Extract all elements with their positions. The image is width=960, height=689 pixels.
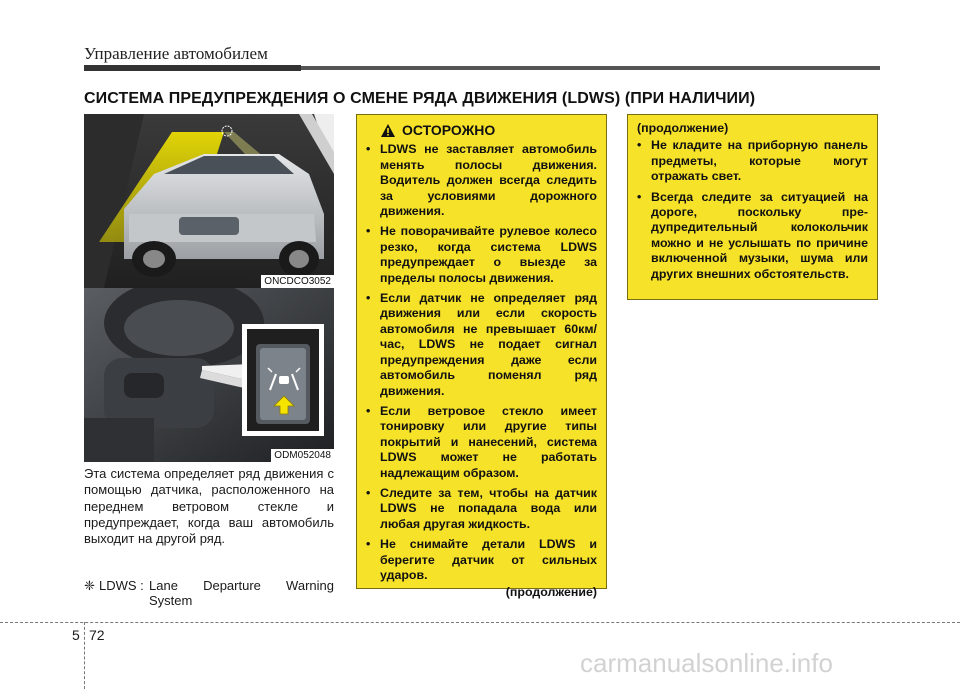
footer-rule	[0, 622, 960, 623]
running-header: Управление автомобилем	[84, 44, 268, 63]
list-item: • Не кладите на приборную панель предметы, которые могут отражать свет.	[637, 138, 868, 184]
list-item: • Не снимайте детали LDWS и берегите датчик от сильных ударов.	[366, 537, 597, 583]
continued-label: (продолжение)	[505, 585, 597, 600]
continued-heading: (продолжение)	[637, 121, 729, 135]
watermark: carmanualsonline.info	[580, 648, 833, 678]
chapter-number: 5	[72, 627, 80, 643]
car-photo	[84, 114, 334, 288]
note-symbol: ❈	[84, 578, 95, 593]
note-value: Lane Departure Warning	[149, 578, 334, 593]
list-item: • Всегда следите за ситуацией на дороге, поскольку пре-дупредительный колокольчик можно и не услышать по причине включенной музыки, шума или других внешних обстоятельств.	[637, 190, 868, 282]
car-illustration	[84, 114, 334, 288]
warning-triangle-icon	[380, 123, 396, 138]
warning-heading	[380, 123, 597, 138]
list-item: • Если ветровое стекло имеет тонировку или другие типы покрытий и нанесений, система LDWS может не работать надлежащим образом.	[366, 404, 597, 481]
section-title: СИСТЕМА ПРЕДУПРЕЖДЕНИЯ О СМЕНЕ РЯДА ДВИЖЕНИЯ (LDWS) (ПРИ НАЛИЧИИ)	[84, 90, 756, 107]
header-rule-accent	[84, 65, 301, 71]
footer-divider	[84, 622, 85, 689]
photo-code: ODM052048	[271, 449, 334, 462]
photo-code: ONCDCO3052	[261, 275, 334, 288]
warning-heading-text: ОСТОРОЖНО	[402, 122, 496, 138]
abbreviation-note	[84, 578, 334, 608]
continued-list	[637, 138, 868, 282]
note-value-cont: System	[149, 593, 193, 608]
list-item: • Если датчик не определяет ряд движения или если скорость автомобиля не превышает 60км/час, LDWS не подает сигнал предупреждения даже если автомобиль поменял ряд движения.	[366, 291, 597, 399]
switch-photo	[84, 288, 334, 462]
description-paragraph: Эта система определяет ряд движения с помощью датчика, расположенного на переднем ветровом стекле и предупреждает, когда ваш автомобиль выходит на другой ряд.	[84, 466, 334, 547]
list-item: • Не поворачивайте рулевое колесо резко, когда система LDWS предупреждает о выезде за пределы полосы движения.	[366, 224, 597, 286]
note-key: LDWS :	[99, 578, 144, 593]
dashboard-illustration	[84, 288, 334, 462]
list-item: • Следите за тем, чтобы на датчик LDWS не попадала вода или любая другая жидкость.	[366, 486, 597, 532]
list-item: • LDWS не заставляет автомобиль менять полосы движения. Водитель должен всегда следить за условиями дорожного движения.	[366, 142, 597, 219]
page-number: 72	[89, 627, 105, 643]
warning-list	[366, 142, 597, 583]
continued-box	[627, 114, 878, 300]
warning-box	[356, 114, 607, 600]
